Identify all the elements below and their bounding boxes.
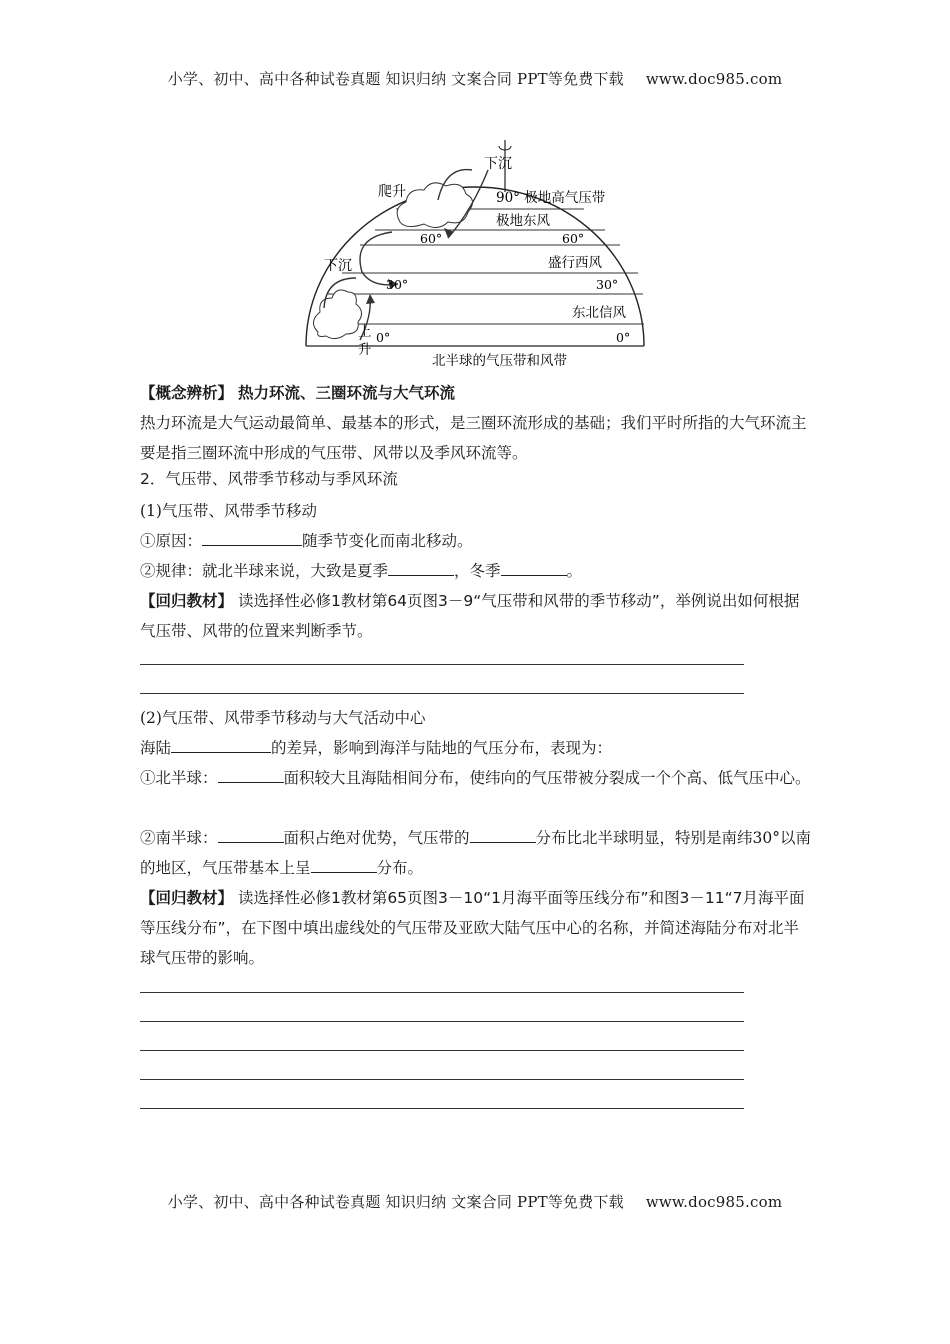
- rule-line: ②规律：就北半球来说，大致是夏季 ，冬季 。: [140, 556, 812, 586]
- pressure-wind-belt-figure: [300, 132, 645, 372]
- return2-text: 读选择性必修1教材第65页图3－10“1月海平面等压线分布”和图3－11“7月海平面等压线分布”，在下图中填出虚线处的气压带及亚欧大陆气压中心的名称，并简述海陆分布对北半球气压带的影响。: [140, 889, 805, 967]
- section2-sub1: (1)气压带、风带季节移动: [140, 502, 317, 520]
- sealand-line: 海陆 的差异，影响到海洋与陆地的气压分布，表现为：: [140, 733, 812, 763]
- cloud-lower-icon: [313, 290, 361, 339]
- figure-caption: 北半球的气压带和风带: [432, 353, 567, 369]
- south-blank-2[interactable]: [470, 825, 536, 843]
- answer-line-3[interactable]: [140, 992, 744, 993]
- south-blank-1[interactable]: [218, 825, 284, 843]
- label-lat0-left: 0°: [376, 330, 391, 345]
- answer-line-6[interactable]: [140, 1079, 744, 1080]
- south-line: ②南半球： 面积占绝对优势，气压带的 分布比北半球明显，特别是南纬30°以南的地区，气压带基本上呈 分布。: [140, 823, 812, 883]
- return1-text: 读选择性必修1教材第64页图3－9“气压带和风带的季节移动”，举例说出如何根据气压带、风带的位置来判断季节。: [140, 592, 800, 640]
- label-westerlies: 盛行西风: [548, 255, 602, 271]
- north-line: ①北半球： 面积较大且海陆相间分布，使纬向的气压带被分裂成一个个高、低气压中心。: [140, 763, 812, 793]
- return2-paragraph: [140, 883, 812, 973]
- footer-site: www.doc985.com: [645, 1193, 783, 1211]
- return2-tag: 【回归教材】: [140, 889, 234, 907]
- page-header: [0, 68, 950, 89]
- concept-tag: 【概念辨析】: [140, 384, 234, 402]
- answer-line-2[interactable]: [140, 693, 744, 694]
- label-lat30-right: 30°: [596, 277, 619, 292]
- footer-text: 小学、初中、高中各种试卷真题 知识归纳 文案合同 PPT等免费下载: [167, 1193, 624, 1211]
- south-blank-3[interactable]: [311, 855, 377, 873]
- label-lat60-left: 60°: [420, 231, 443, 246]
- north-blank[interactable]: [218, 765, 284, 783]
- label-polar-east: 极地东风: [496, 213, 550, 229]
- reason-blank[interactable]: [202, 528, 302, 546]
- label-polar-high: 90° 极地高气压带: [496, 190, 606, 206]
- reason-line: ①原因： 随季节变化而南北移动。: [140, 526, 812, 556]
- label-ne-trade: 东北信风: [572, 305, 626, 321]
- answer-line-4[interactable]: [140, 1021, 744, 1022]
- concept-body: 热力环流是大气运动最简单、最基本的形式，是三圈环流形成的基础；我们平时所指的大气环流主要是指三圈环流中形成的气压带、风带以及季风环流等。: [140, 414, 807, 462]
- winter-blank[interactable]: [501, 558, 567, 576]
- label-rise-2: 升: [358, 342, 372, 358]
- concept-heading: [140, 378, 812, 408]
- summer-blank[interactable]: [388, 558, 454, 576]
- answer-line-7[interactable]: [140, 1108, 744, 1109]
- label-rise-1: 上: [358, 324, 372, 340]
- section2-sub2: (2)气压带、风带季节移动与大气活动中心: [140, 709, 426, 727]
- concept-topic: 热力环流、三圈环流与大气环流: [237, 384, 455, 402]
- section2-heading: 2．气压带、风带季节移动与季风环流: [140, 470, 398, 488]
- label-sink-top: 下沉: [484, 156, 512, 172]
- answer-line-1[interactable]: [140, 664, 744, 665]
- return1-tag: 【回归教材】: [140, 592, 234, 610]
- header-site: www.doc985.com: [645, 70, 783, 88]
- return1-paragraph: [140, 586, 812, 646]
- label-sink-mid: 下沉: [324, 258, 352, 274]
- label-lat0-right: 0°: [616, 330, 631, 345]
- label-lat30-left: 30°: [386, 277, 409, 292]
- header-text: 小学、初中、高中各种试卷真题 知识归纳 文案合同 PPT等免费下载: [167, 70, 624, 88]
- label-climb: 爬升: [378, 184, 406, 200]
- sealand-blank[interactable]: [171, 735, 271, 753]
- label-lat60-right: 60°: [562, 231, 585, 246]
- page-footer: [0, 1191, 950, 1212]
- answer-line-5[interactable]: [140, 1050, 744, 1051]
